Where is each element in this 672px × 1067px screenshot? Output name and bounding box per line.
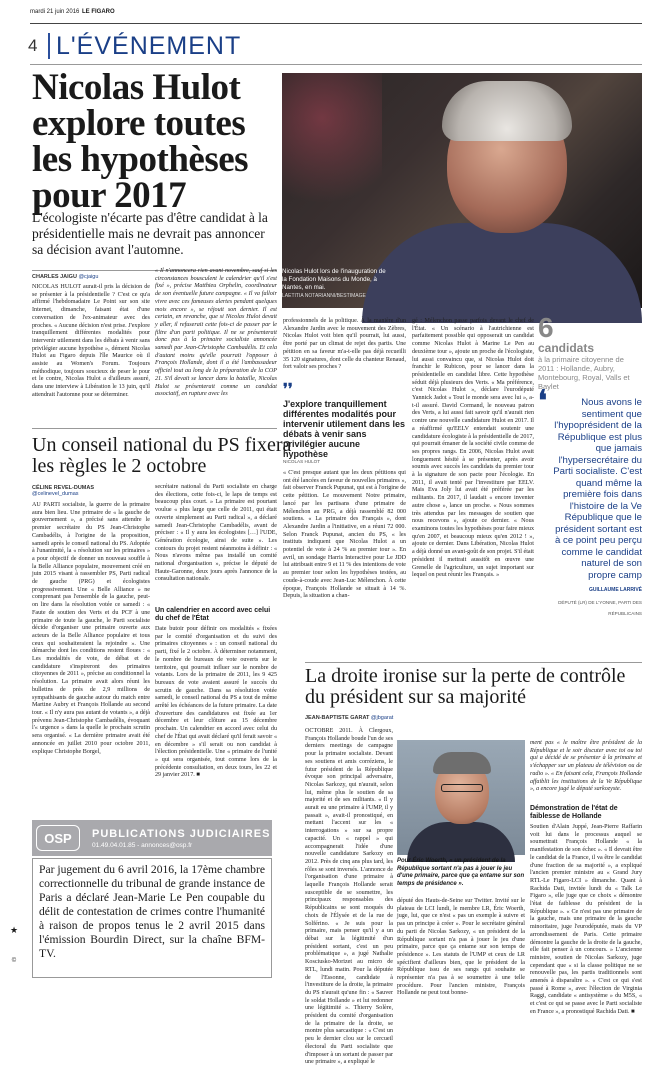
article1-column-3b: « C'est presque autant que les deux pétitions qui ont été lancées en faveur de nouvelles primaires », fait observer Franck Pupunat, qui est à l'origine de cette pétition. Le mouvement Notre primaire, lancé par les partisans d'une primaire de Mélenchon au PRG, a déjà rassemblé 82 000 soutiens. « La primaire des Français », dont Alexandre Jardin a l'initiative, en a réuni 72 000. Selon Franck Pupunat, ancien du PS, « les instituts indiquent que Nicolas Hulot a un potentiel de vote à 24 % au premier tour ». En avril, un sondage Harris Interactive pour Le JDD lui attribuait entre 9 et 11 % des intentions de vote au premier tour selon les hypothèses testées, au coude-à-coude avec Jean-Luc Mélenchon. À cette époque, François Hollande se situait à 14 %. Depuis, la situation a chan- bbox=[283, 470, 407, 600]
article1-column-1: NICOLAS HULOT aurait-il pris la décision de se présenter à la présidentielle ? C'est ce qu'a affirmé l'hebdomadaire Le Point sur son site Internet, dimanche, faisant état d'une conversation de l'ex-animateur avec des proches. « Aucune décision n'est prise. J'explore tranquillement différentes modalités pour intervenir utilement dans les débats à venir sans privilégier aucune hypothèse », dément Nicolas Hulot au Figaro depuis l'île Maurice où il assiste au Women's Forum. Toujours méthodique, toujours soucieux de peser le pour et le contre, Nicolas Hulot a d'ailleurs assuré, dans une interview à Libération le 13 juin, qu'il attendrait l'automne pour se déterminer. bbox=[32, 284, 150, 398]
woerth-photo bbox=[397, 740, 525, 855]
article1-photo-caption bbox=[282, 268, 387, 300]
candidates-label: candidats bbox=[538, 341, 595, 355]
article2-subhead: Un calendrier en accord avec celui du chef de l'État bbox=[155, 607, 271, 622]
article1-byline bbox=[32, 274, 98, 280]
rubric-divider bbox=[48, 33, 50, 59]
article2-byline bbox=[32, 485, 94, 497]
copyright-icon: © bbox=[11, 958, 17, 964]
newspaper-name: LE FIGARO bbox=[82, 9, 115, 15]
quote-mark-icon: ❜❜ bbox=[283, 381, 293, 398]
osp-title: PUBLICATIONS JUDICIAIRES bbox=[92, 827, 271, 840]
page-number: 4 bbox=[28, 36, 38, 55]
article3-column-3: ment pas « le maître être président de la République et le soir discuter avec toi ou toi qui a décidé de se présenter à la primaire et s'échapper sur un plateau de télévision ou de radio ». « En faisant cela, François Hollande affaiblit les institutions de la Ve République », a encore jugé le député sarkozyste. bbox=[530, 740, 642, 793]
osp-contact: 01.49.04.01.85 - annonces@osp.fr bbox=[92, 841, 193, 849]
legal-notice: Par jugement du 6 avril 2016, la 17ème chambre correctionnelle du tribunal de grande instance de Paris a déclaré Jean-Marie Le Pen coupable du délit de contestation de crimes contre l'humanité à raison de propos tenus le 2 avril 2015 dans l'émission Bourdin Direct, sur la chaîne BFM-TV. bbox=[32, 858, 272, 978]
caption-text: Nicolas Hulot lors de l'inauguration de la Fondation Maisons du Monde, à Nantes, en mai. bbox=[282, 268, 386, 291]
article2-rule bbox=[32, 428, 277, 429]
section-rubric bbox=[28, 30, 241, 62]
article3-byline bbox=[305, 715, 393, 721]
article3-column-1: OCTOBRE 2011. À Clergoux, François Hollande boude l'un de ses derniers meetings de campagne pour la primaire socialiste. Devant ses soutiens et amis corréziens, le futur président de la République évoque son principal adversaire, Nicolas Sarkozy, qui n'aurait, selon lui, même plus le soutien de sa majorité et de ses militants. « Il y aurait eu une primaire à l'UMP, il y passait », avait-il pronostiqué, en mettant l'accent sur les « interrogations » sur sa propre capacité. Un « rappel » qui accompagnerait l'idée d'une nouvelle candidature Sarkozy en 2012. Près de cinq ans plus tard, les rôles se sont inversés. L'annonce de l'organisation d'une primaire à laquelle François Hollande serait susceptible de se soumettre, les principaux responsables des Républicains se sont moqués du choix de l'Élysée et de la rue de Solférino. « Je suis pour la primaire, mais penser qu'il y a un débat sur la légitimité d'un président sortant, c'est un peu problématique », a jugé Nathalie Kosciusko-Morizet au micro de RTL, lundi matin. Pour la députée de l'Essonne, candidate à l'investiture de la droite, la primaire du PS n'aurait qu'une fin : « Sauver le soldat Hollande » et lui redonner une légitimité ». Thierry Solère, président du comité d'organisation de la primaire de la droite, se montre plus sarcastique : « C'est un peu le dernier clou sur le cercueil électoral du Parti socialiste que d'imposer à un sortant de passer par une primaire », a expliqué le bbox=[305, 728, 393, 1066]
page-header-bar bbox=[30, 4, 642, 24]
pullquote-author: NICOLAS HULOT bbox=[283, 459, 321, 464]
osp-banner bbox=[32, 820, 272, 856]
article3-column-2: député des Hauts-de-Seine sur Twitter. Invité sur le plateau de LCI lundi, le membre LR, Éric Woerth, juge, lui, que ce n'est « pas un exemple à suivre et pas un principe à créer ». Pour le secrétaire général du parti de Nicolas Sarkozy, « un président de la République sortant n'a pas à jouer le jeu d'une primaire, parce que ça entame sur son temps de présidence ». Les statuts de l'UMP et ceux de LR spécifient d'ailleurs bien, que le président de la République issu de ses rangs qui souhaite se représenter n'a pas à se soumettre à une telle procédure. Pour l'ancien ministre, François Hollande ne peut tout bonne- bbox=[397, 898, 525, 997]
article1-column-2: « Il n'annoncera rien avant novembre, sauf si les circonstances bousculent le calendrier qu'il s'est fixé », précise Matthieu Orphelin, coordinateur de son éventuelle future campagne. « Il va falloir vivre avec ces fameuses alertes pendant quelques mois encore », se réjouit son dernier. Il est certain, en revanche, que si Nicolas Hulot devait y aller, il refuserait cette fois-ci de passer par le filtre d'un parti politique. Il ne se présenterait donc pas à la primaire socialiste annoncée samedi par Jean-Christophe Cambadélis. Et cela d'autant moins qu'elle pourrait l'opposer à François Hollande, dont il a été l'ambassadeur officiel tout au long de la préparation de la COP 21. S'il devait se lancer dans la bataille, Nicolas Hulot se présenterait comme un candidat associatif, en rupture avec les bbox=[155, 268, 277, 398]
author-name: CÉLINE REVEL-DUMAS bbox=[32, 485, 95, 491]
candidates-count-box bbox=[538, 312, 642, 391]
issue-date: mardi 21 juin 2016 bbox=[30, 9, 80, 15]
candidates-sub: à la primaire citoyenne de 2011 : Hollande, Aubry, Montebourg, Royal, Valls et Baylet bbox=[538, 355, 630, 391]
article2-column-2: secrétaire national du Parti socialiste en charge des élections, cette fois-ci, le laps de temps est beaucoup plus court. » La primaire est pourtant voulue « plus large que celle de 2011, qui était ouverte simplement au Parti radical », a déclaré samedi Jean-Christophe Cambadélis, avant de préciser : « Il y aura les écologistes […] l'UDE, Génération écologie, ainsi de suite ». Les contours du projet restent néanmoins à définir : « Nous n'avons même pas installé un comité national d'organisation », précise le député de Haute-Garonne, deux jours après l'annonce de la consultation nationale. bbox=[155, 484, 277, 583]
article2-column-2b: Date butoir pour définir ces modalités « fixées par le comité d'organisation et du suivi des primaires citoyennes » : un conseil national du parti, fixé le 2 octobre. À déterminer notamment, le nombre de bureaux de vote ouverts sur le territoire, qui pourrait influer sur le nombre de votants. Lors de la primaire de 2011, les 9 425 bureaux de vote avaient assuré le succès du scrutin de gauche. Dans sa résolution votée samedi, le conseil national du PS a tout de même arrêté les échéances de la future primaire. La date d'ouverture des candidatures est fixée au 1er décembre et leur clôture au 15 décembre prochain. Un calendrier en accord avec celui du chef de l'État qui avait déclaré qu'il ferait savoir « en décembre » s'il serait ou non candidat à l'élection présidentielle. Une « primaire de l'unité » qui sera organisée, tout comme lors de la précédente consultation, en deux tours, les 22 et 29 janvier 2017. ■ bbox=[155, 626, 277, 779]
author-twitter: @celinevel_dumas bbox=[32, 491, 79, 497]
article1-headline: Nicolas Hulot explore toutes les hypothèses pour 2017 bbox=[32, 67, 249, 216]
candidates-count: 6 bbox=[538, 312, 554, 343]
article3-headline: La droite ironise sur la perte de contrôle du président sur sa majorité bbox=[305, 665, 626, 708]
sidebar-quote bbox=[538, 385, 642, 620]
rubric-rule bbox=[30, 64, 642, 65]
osp-logo: OSP bbox=[36, 825, 80, 851]
article3-subhead: Démonstration de l'état de faiblesse de Hollande bbox=[530, 805, 618, 820]
article1-column-4: gé : Mélenchon passe parfois devant le chef de l'État. « Un scénario à l'autrichienne est parfaitement possible qui opposerait un candidat comme Nicolas Hulot à Marine Le Pen au deuxième tour », ajoute un proche de l'écologiste, lui aussi convaincu que, si Nicolas Hulot doit franchir le Rubicon, pour se lancer dans la présidentielle en candidat libre. Cette hypothèse séduit déjà plusieurs des Verts. « Ma préférence, c'est Nicolas Hulot », déclare l'eurodéputé Yannick Jadot « Tout le monde sera avec lui », a-t-il assuré. David Cormand, le nouveau patron des Verts, a lui aussi fait savoir qu'il n'aurait rien contre une nouvelle candidature Hulot en 2017. Il a réaffirmé qu'EELV entendait soutenir une candidature écologiste à la présidentielle de 2017, qui pourrait émaner de la société civile comme de ses propres rangs. En 2006, Nicolas Hulot avait longuement hésité à se présenter, après avoir soumis avec succès les candidats du premier tour à la signature de son pacte pour l'écologie. En 2011, il avait tenté par l'investiture par EELV. Mais Eva Joly lui avait été préférée par les militants. En 2017, il laudait « encore inventer autre chose », lance un proche. « Nous sommes très attendus par les messages de soutien que nous recevons », ajoute ce dernier. « Nous examinons toutes les hypothèses pour faire mieux qu'en 2007, et beaucoup mieux qu'en 2012 ! », ajoute ce dernier. Dans Libération, Nicolas Hulot a déjà donné un avant-goût de son projet. S'il était président il mettrait aussitôt en œuvre une Grenelle de l'agriculture, un sujet important sur lequel on peut réunir les Français. » bbox=[412, 318, 534, 579]
author-name: JEAN-BAPTISTE GARAT bbox=[305, 715, 370, 721]
article2-column-1: AU PARTI socialiste, la guerre de la primaire aura bien lieu. Une primaire de « la gauche de gouvernement », a précisé sans attendre le premier secrétaire du PS Jean-Christophe Cambadélis, à l'origine de la proposition, samedi après le conseil national du PS. Adoptée à l'unanimité, la « résolution sur les primaires » a pour objectif de donner un nouveau souffle à la Belle Alliance populaire, mouvement créé en juin 2015 visant à rassembler PS, Parti radical de gauche (PRG) et écologistes progressivement. Une « Belle Alliance » ne comprenant pas l'ensemble de la gauche, peut-on lire dans la résolution votée ce samedi : « Faute de soutien des Verts et du PCF à une primaire de toute la gauche, le Parti socialiste décide d'organiser une primaire ouverte aux acteurs de la Belle Alliance populaire et tous ceux qui souhaiteraient la rejoindre ». Une démarche dont les conditions restent floues : « Les modalités de vote, de débat et de candidature s'inspireront des primaires citoyennes de 2011 », précise au conditionnel la résolution. La primaire avait alors réuni les bulletins de près de 2,9 millions de sympathisants de gauche autour du match entre Martine Aubry et François Hollande au second tour. « Il n'y aura pas autant de votants », a déjà prévenu Jean-Christophe Cambadélis, évoquant l'« urgence » dans la quelle le prochain scrutin sera organisé. « La dernière primaire avait été annoncée en juillet 2010 pour octobre 2011, explique Christophe Borgel, bbox=[32, 502, 150, 755]
author-twitter: @jbgarat bbox=[370, 715, 394, 721]
sidebar-quote-author: GUILLAUME LARRIVÉ bbox=[588, 587, 642, 593]
photo-credit: LAETITIA NOTARIANNI/BESTIMAGE bbox=[282, 293, 366, 299]
sidebar-quote-role: DÉPUTÉ (LR) DE L'YONNE, PARTI DES RÉPUBLICAINS bbox=[558, 599, 642, 616]
section-title: L'ÉVÉNEMENT bbox=[56, 31, 242, 60]
star-icon: ★ bbox=[10, 925, 19, 935]
pullquote-text: J'explore tranquillement différentes modalités pour intervenir utilement dans les débats à venir sans privilégier aucune hypothèse bbox=[283, 399, 406, 459]
author-twitter: @cjaigu bbox=[78, 274, 99, 280]
article1-deck: L'écologiste n'écarte pas d'être candidat à la présidentielle mais ne devrait pas annoncer sa décision avant l'automne. bbox=[32, 210, 268, 257]
article3-rule bbox=[305, 662, 642, 663]
sidebar-quote-text: Nous avons le sentiment que l'hypoprésident de la République est plus que jamais l'hypersecrétaire du Parti socialiste. C'est quand même la première fois dans l'histoire de la Ve République que le président sortant est à ce point peu perçu comme le candidat naturel de son propre camp bbox=[553, 397, 642, 581]
article3-column-3b: Soutien d'Alain Juppé, Jean-Pierre Raffarin voit lui dans le processus auquel se soumettrait François Hollande « la manifestation de son échec ». « Il devrait être le candidat de la France, il va être le candidat d'une fraction de sa majorité », a expliqué l'ancien premier ministre au « Grand Jury RTL-Le Figaro-LCI » dimanche. Quant à Rachida Dati, invitée lundi du « Talk Le Figaro », elle juge que ce choix « démontre l'état de faiblesse du président de la République ». « Ce n'est pas une primaire de la gauche, mais une primaire de la gauche minoritaire, juge l'eurodéputée, mais du VP arrondissement de Paris. Cette primaire démontre la gauche de la droite de la gauche, elle fait penser à un concours. » L'ancienne ministre, soutien de Nicolas Sarkozy, juge cependant que « si la classe politique ne se renouvelle pas, les partis traditionnels sont amenés à disparaître ». « C'est ce qui s'est passé à Rome », avec l'élection de Virginia Raggi, candidate « antisystème » du M5S, « et c'est ce qui se passe avec le Parti socialiste en France », a pronostiqué Rachida Dati. ■ bbox=[530, 824, 642, 1015]
author-name: CHARLES JAIGU bbox=[32, 274, 77, 280]
quote-mark-icon: ❛ bbox=[538, 385, 548, 416]
article3-photo-caption: Pour Éric Woerth, « un président de la République sortant n'a pas à jouer le jeu d'une primaire, parce que ça entame sur son temps de présidence ». bbox=[397, 858, 525, 887]
article1-column-3: professionnels de la politique. À la manière d'un Alexandre Jardin avec le mouvement des Zèbres, Nicolas Hulot voit bien qu'il pourrait, lui aussi, être porté par un climat de rejet des partis. Une pétition en sa faveur m'a-t-elle pas déjà recueilli 35 120 signatures, dont celle du chanteur Renaud, fort valoir ses proches ? bbox=[283, 318, 406, 371]
article2-headline: Un conseil national du PS fixera les règles le 2 octobre bbox=[32, 434, 292, 477]
